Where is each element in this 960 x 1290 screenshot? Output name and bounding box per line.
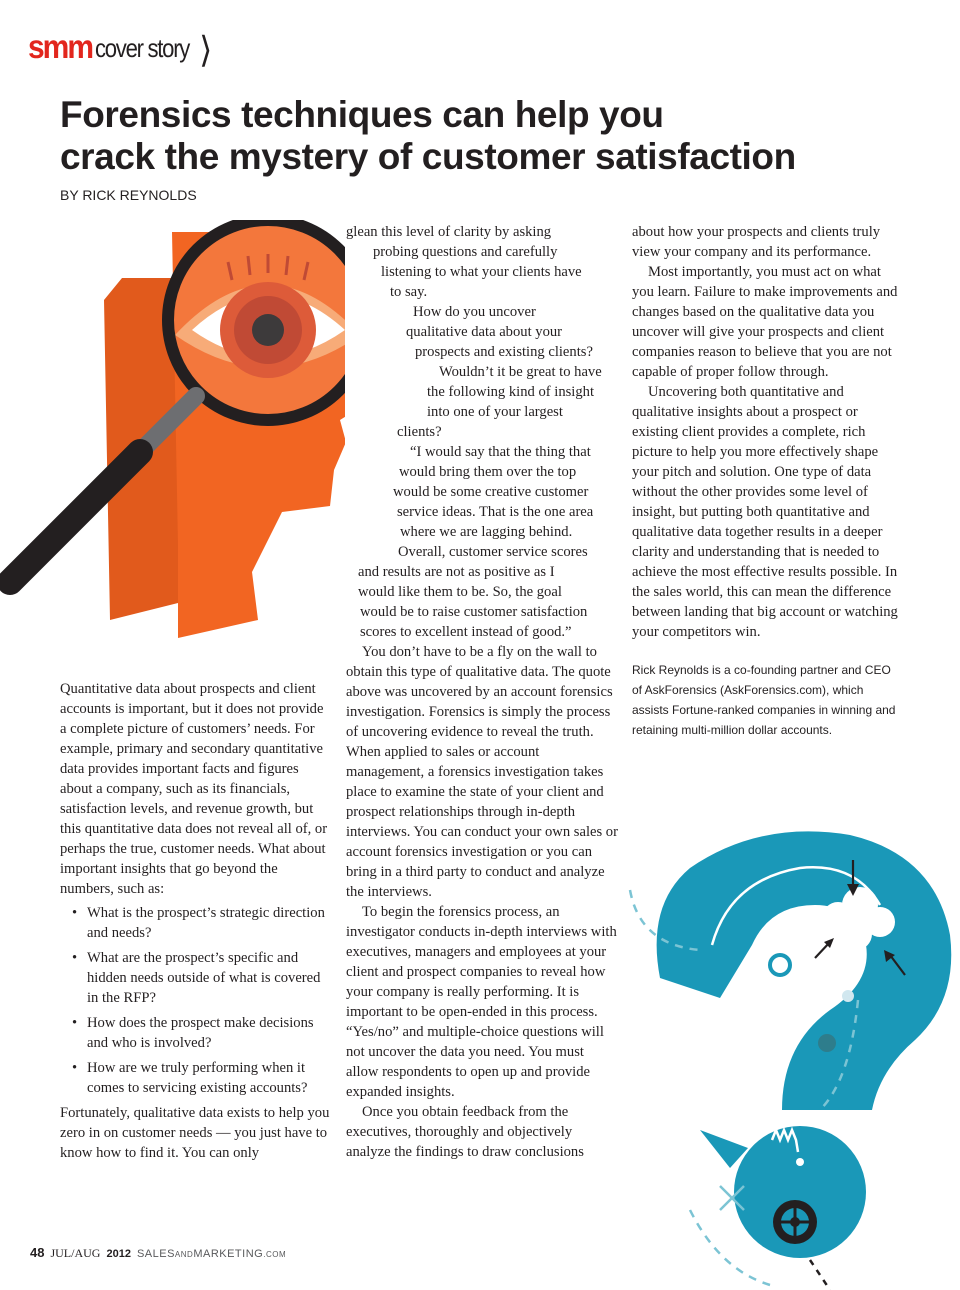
article-headline (60, 94, 920, 178)
gear-icon (773, 1200, 817, 1244)
section-tag-brand: smm (28, 29, 93, 66)
wrap-line: would be some creative customer (393, 484, 589, 500)
list-item: • What is the prospect’s strategic direction and needs? (72, 905, 325, 941)
wrap-line: would be to raise customer satisfaction (360, 604, 588, 620)
wrap-line: “I would say that the thing that (410, 444, 591, 460)
wrap-line: to say. (390, 284, 428, 300)
byline: BY RICK REYNOLDS (60, 187, 197, 203)
column-2-paragraph: Once you obtain feedback from the executives, thoroughly and objectively analyze the findings to draw conclusions (346, 1104, 584, 1160)
wrap-line: service ideas. That is the one area (397, 504, 594, 520)
column-3-paragraph: Uncovering both quantitative and qualitative insights about a prospect or existing client provides a complete, rich picture to help you more effectively shape your pitch and solution. One type of data without the other provides some level of insight, but putting both quantitative and qualitative data together results in a deeper clarity and understanding that is needed to achieve the most effective results possible. In the sales world, this can mean the difference between landing that big account or watching your competitors win. (632, 384, 898, 640)
wrap-line: probing questions and carefully (373, 244, 558, 260)
column-1 (60, 679, 330, 1163)
column-2 (346, 222, 618, 1162)
wrap-line: Wouldn’t it be great to have (439, 364, 602, 380)
page-folio (30, 1245, 286, 1261)
wrap-line: the following kind of insight (427, 384, 595, 400)
list-item: • How does the prospect make decisions and who is involved? (72, 1015, 314, 1051)
list-item: • How are we truly performing when it comes to servicing existing accounts? (72, 1060, 308, 1096)
author-bio: Rick Reynolds is a co-founding partner and CEO of AskForensics (AskForensics.com), which assists Fortune-ranked companies in winning and retaining multi-million dollar accounts. (632, 663, 896, 737)
face-magnifier-illustration (0, 220, 345, 660)
column-3-paragraph: Most importantly, you must act on what you learn. Failure to make improvements and changes based on the qualitative data you uncover will give your prospects and client companies reason to believe that you are not capable of proper follow through. (632, 264, 898, 380)
list-item: • What are the prospect’s specific and hidden needs outside of what is covered in the RFP? (72, 950, 321, 1006)
wrap-line: where we are lagging behind. (400, 524, 573, 540)
issue-month: JUL/AUG (50, 1246, 101, 1260)
column-2-paragraph: To begin the forensics process, an investigator conducts in-depth interviews with executives, managers and employees at your client and prospect companies to reveal how your company is really performing. It is important to be open-ended in this process. “Yes/no” and multiple-choice questions will not uncover the data you need. You must allow respondents to open up and provide expanded insights. (346, 904, 617, 1100)
wrap-line: scores to excellent instead of good.” (360, 624, 572, 640)
headline-line-1: Forensics techniques can help you (60, 94, 664, 135)
wrap-line: How do you uncover (413, 304, 536, 320)
question-mark-illustration (610, 830, 960, 1290)
column-3 (632, 222, 904, 752)
column-2-wrapped-text (346, 222, 618, 642)
section-tag (28, 30, 219, 66)
wrap-line: glean this level of clarity by asking (346, 224, 552, 240)
wrap-line: would bring them over the top (399, 464, 577, 480)
wrap-line: Overall, customer service scores (398, 544, 588, 560)
page-number: 48 (30, 1245, 45, 1260)
wrap-line: qualitative data about your (406, 324, 563, 340)
headline-line-2: crack the mystery of customer satisfaction (60, 136, 796, 177)
wrap-line: prospects and existing clients? (415, 344, 593, 360)
wrap-line: listening to what your clients have (381, 264, 582, 280)
question-mark-icon (657, 831, 952, 1258)
wrap-line: would like them to be. So, the goal (358, 584, 562, 600)
question-list (60, 903, 330, 1098)
wrap-line: and results are not as positive as I (358, 564, 555, 580)
section-tag-label: cover story (95, 32, 190, 63)
chevron-right-icon: ❭ (197, 30, 214, 66)
publication-name: SALESANDMARKETING.COM (136, 1248, 287, 1260)
wrap-line: into one of your largest (427, 404, 563, 420)
column-3-paragraph: about how your prospects and clients truly view your company and its performance. (632, 224, 881, 260)
wrap-line: clients? (397, 424, 442, 440)
column-2-paragraph: You don’t have to be a fly on the wall to obtain this type of qualitative data. The quote above was uncovered by an account forensics investigation. Forensics is simply the process of uncovering evidence to reveal the truth. When applied to sales or account management, a forensics investigation takes place to examine the state of your client and prospect relationships through in-depth interviews. You can conduct your own sales or account forensics investigation or you can bring in a third party to conduct and analyze the interviews. (346, 644, 618, 900)
column-1-closing: Fortunately, qualitative data exists to help you zero in on customer needs — you just have to know how to find it. You can only (60, 1105, 330, 1161)
column-1-intro: Quantitative data about prospects and client accounts is important, but it does not provide a complete picture of customers’ needs. For example, primary and secondary quantitative data provides important facts and figures about a company, such as its financials, satisfaction levels, and revenue growth, but this quantitative data does not reveal all of, or perhaps the true, customer needs. What about important insights that go beyond the numbers, such as: (60, 681, 328, 897)
issue-year: 2012 (106, 1248, 131, 1260)
